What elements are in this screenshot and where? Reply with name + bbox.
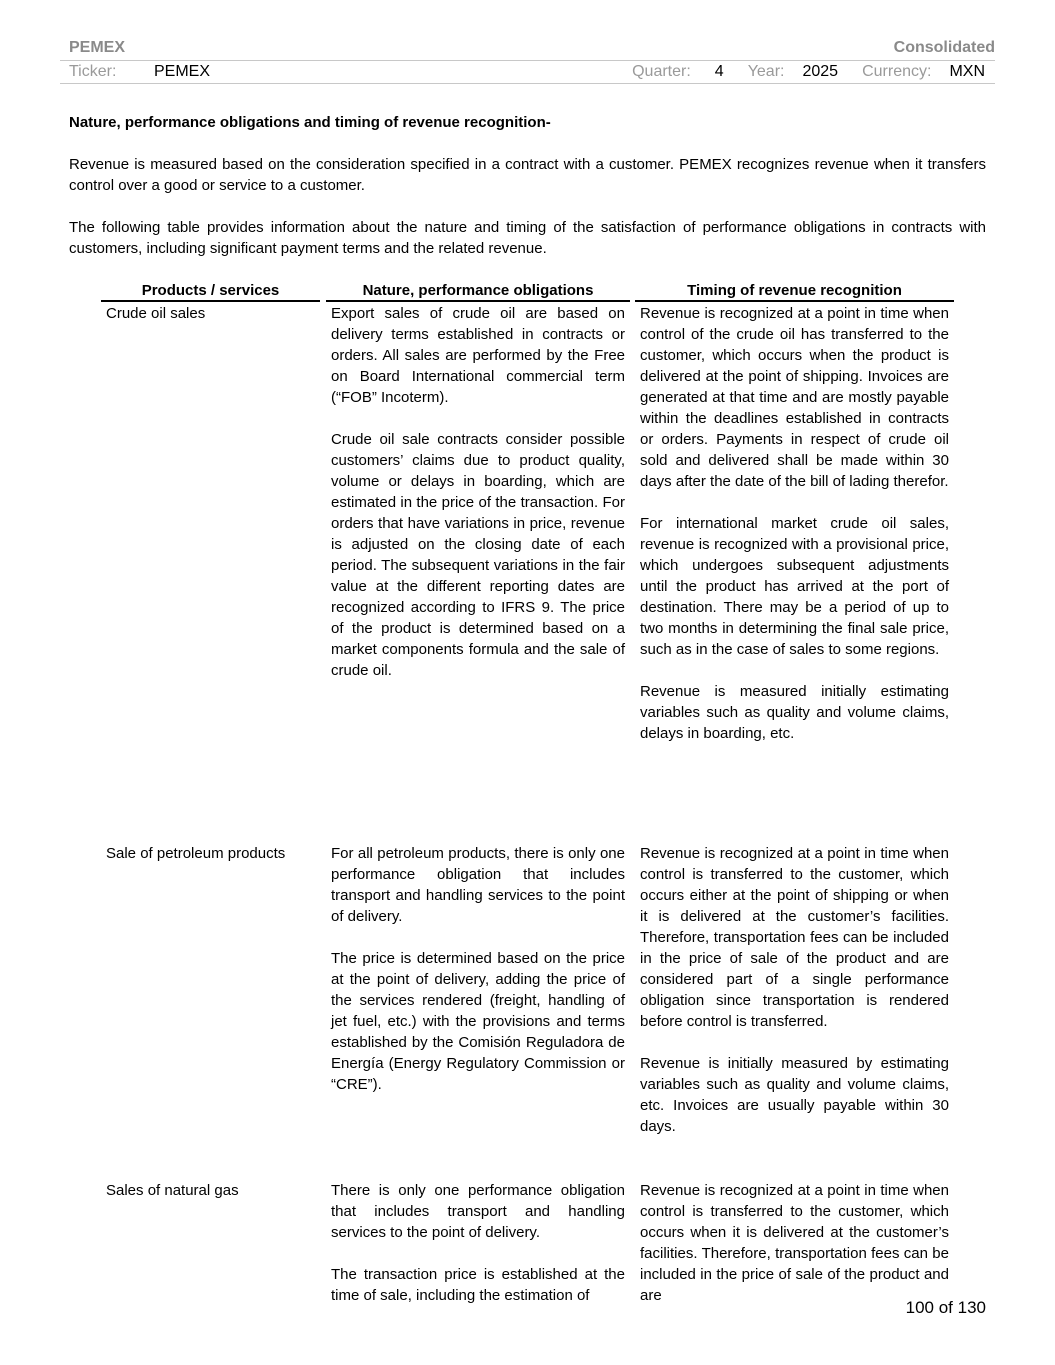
section-title: Nature, performance obligations and timing of revenue recognition- — [69, 114, 551, 131]
product-cell: Sales of natural gas — [106, 1182, 239, 1199]
column-header-timing: Timing of revenue recognition — [635, 280, 954, 302]
table-header — [101, 280, 954, 302]
year-value: 2025 — [802, 62, 839, 80]
timing-text: Revenue is measured initially estimating variables such as quality and volume claims, delays in boarding, etc. — [640, 683, 949, 742]
timing-text: Revenue is recognized at a point in time when control is transferred to the customer, which occurs either at the point of shipping or when it is delivered at the customer’s facilities. Therefore, transportation fees can be included in the price of sale of the product and are considered part of a single performance obligation since transportation is rendered before control is transferred. — [640, 845, 949, 1030]
currency-value: MXN — [949, 62, 985, 80]
column-header-products: Products / services — [101, 280, 320, 302]
nature-text: For all petroleum products, there is only one performance obligation that includes transport and handling services to the point of delivery. — [331, 845, 625, 925]
nature-text: Crude oil sale contracts consider possible customers’ claims due to product quality, volume or delays in boarding, which are estimated in the price of the transaction. For orders that have variations in price, revenue is adjusted on the closing date of each period. The subsequent variations in the fair value at the different reporting dates are recognized according to IFRS 9. The price of the product is determined based on a market components formula and the sale of crude oil. — [331, 431, 625, 679]
timing-text: For international market crude oil sales, revenue is recognized with a provisional price, which undergoes subsequent adjustments until the product has arrived at the port of destination. There may be a period of up to two months in determining the final sale price, such as in the case of sales to some regions. — [640, 515, 949, 658]
company-name: PEMEX — [69, 39, 126, 56]
nature-text: The price is determined based on the price at the point of delivery, adding the price of the services rendered (freight, handling of jet fuel, etc.) with the provisions and terms established by the Comisión Reguladora de Energía (Energy Regulatory Commission or “CRE”). — [331, 950, 625, 1093]
timing-cell — [635, 843, 954, 1180]
quarter-value: 4 — [714, 62, 724, 80]
report-scope: Consolidated — [893, 39, 995, 56]
product-cell: Sale of petroleum products — [106, 845, 286, 862]
intro-paragraph: Revenue is measured based on the consideration specified in a contract with a customer. PEMEX recognizes revenue when it transfers control over a good or service to a customer. — [69, 156, 986, 194]
timing-text: Revenue is initially measured by estimating variables such as quality and volume claims, etc. Invoices are usually payable within 30 days. — [640, 1055, 949, 1135]
quarter-label: Quarter: — [632, 62, 691, 80]
nature-cell — [326, 843, 630, 1180]
timing-text: Revenue is recognized at a point in time when control is transferred to the customer, which occurs when it is delivered at the customer’s facilities. Therefore, transportation fees can be included in the price of sale of the product and are — [640, 1182, 949, 1304]
timing-text: Revenue is recognized at a point in time when control of the crude oil has transferred to the customer, which occurs when the product is delivered at the point of shipping. Invoices are generated at that time and are mostly payable within the deadlines established in contracts or orders. Payments in respect of crude oil sold and delivered shall be made within 30 days after the date of the bill of lading therefor. — [640, 305, 949, 490]
revenue-recognition-table — [101, 280, 954, 1310]
page-number: 100 of 130 — [905, 1298, 986, 1317]
year-label: Year: — [747, 62, 785, 80]
table-row — [101, 302, 954, 843]
report-meta-bar — [60, 60, 995, 84]
report-header — [60, 36, 995, 61]
nature-cell — [326, 1180, 630, 1310]
column-header-nature: Nature, performance obligations — [326, 280, 630, 302]
table-row — [101, 1180, 954, 1310]
ticker-value: PEMEX — [154, 62, 211, 80]
ticker-label: Ticker: — [69, 62, 117, 80]
table-row — [101, 843, 954, 1180]
nature-text: The transaction price is established at the time of sale, including the estimation of — [331, 1266, 625, 1304]
currency-label: Currency: — [862, 62, 932, 80]
nature-cell — [326, 303, 630, 843]
table-intro-paragraph: The following table provides information about the nature and timing of the satisfaction of performance obligations in contracts with customers, including significant payment terms and the related revenue. — [69, 219, 986, 257]
nature-text: Export sales of crude oil are based on delivery terms established in contracts or orders. All sales are performed by the Free on Board International commercial term (“FOB” Incoterm). — [331, 305, 625, 406]
timing-cell — [635, 303, 954, 843]
product-cell: Crude oil sales — [106, 305, 206, 322]
nature-text: There is only one performance obligation that includes transport and handling services to the point of delivery. — [331, 1182, 625, 1241]
timing-cell — [635, 1180, 954, 1310]
